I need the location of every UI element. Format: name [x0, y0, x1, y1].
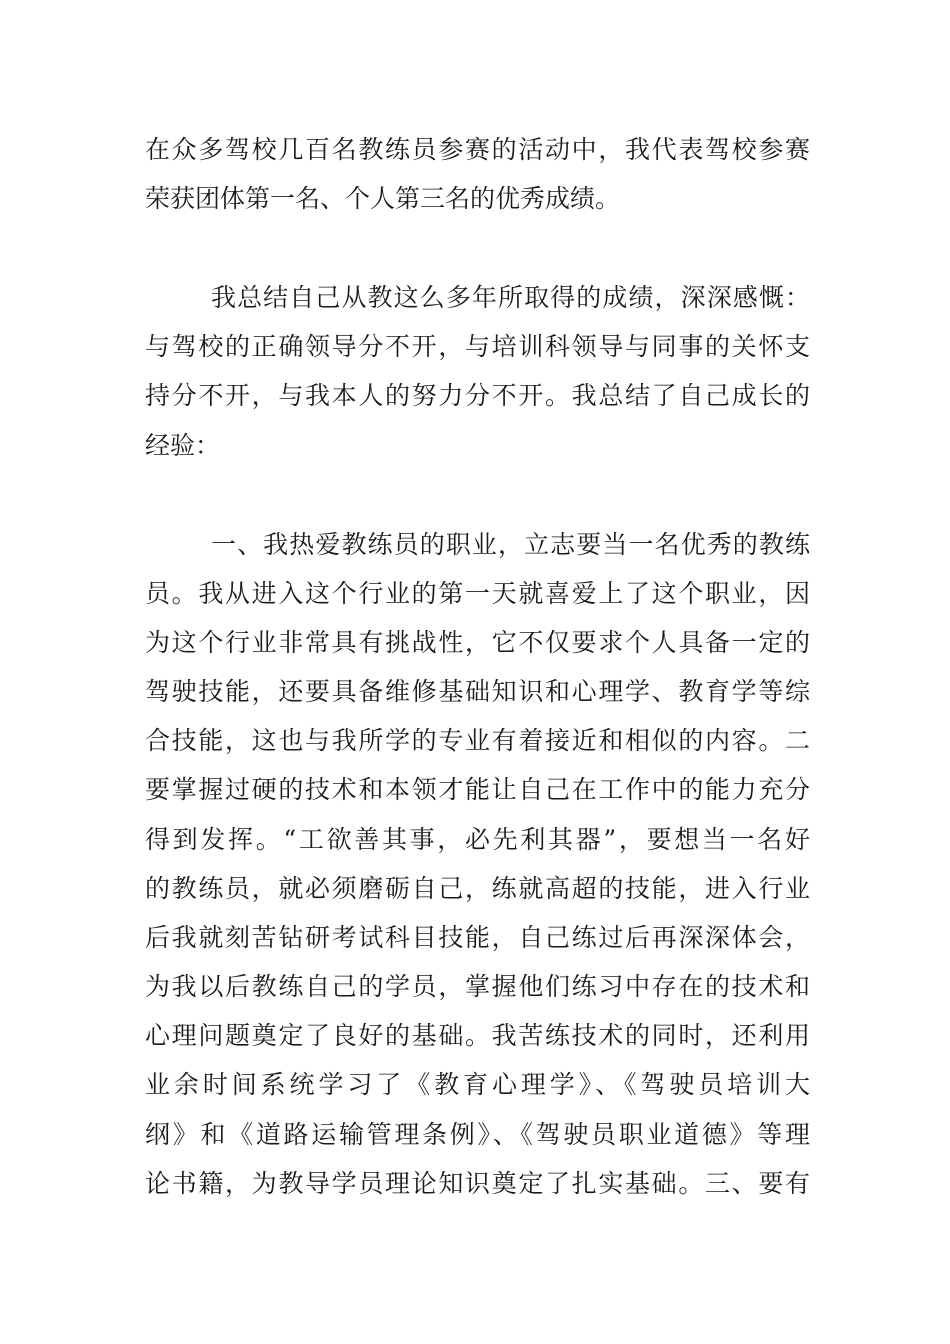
- text-line: 持分不开，与我本人的努力分不开。我总结了自己成长的: [145, 381, 810, 410]
- text-line: 要掌握过硬的技术和本领才能让自己在工作中的能力充分: [145, 775, 810, 804]
- text-line: 经验：: [145, 431, 221, 460]
- text-line: 业余时间系统学习了《教育心理学》、《驾驶员培训大: [145, 1070, 810, 1099]
- text-line: 与驾校的正确领导分不开，与培训科领导与同事的关怀支: [145, 332, 810, 361]
- text-line: 后我就刻苦钻研考试科目技能，自己练过后再深深体会，: [145, 923, 810, 952]
- text-line: 的教练员，就必须磨砺自己，练就高超的技能，进入行业: [145, 874, 810, 903]
- text-line: 为这个行业非常具有挑战性，它不仅要求个人具备一定的: [145, 628, 810, 657]
- text-line: 一、我热爱教练员的职业，立志要当一名优秀的教练: [211, 530, 810, 559]
- text-line: 为我以后教练自己的学员，掌握他们练习中存在的技术和: [145, 972, 810, 1001]
- text-line: 我总结自己从教这么多年所取得的成绩，深深感慨：: [211, 283, 810, 312]
- text-line: 在众多驾校几百名教练员参赛的活动中，我代表驾校参赛: [145, 135, 810, 164]
- text-line: 得到发挥。“工欲善其事，必先利其器”，要想当一名好: [145, 825, 810, 854]
- text-line: 论书籍，为教导学员理论知识奠定了扎实基础。三、要有: [145, 1169, 810, 1198]
- text-line: 纲》和《道路运输管理条例》、《驾驶员职业道德》等理: [145, 1120, 810, 1149]
- text-line: 心理问题奠定了良好的基础。我苦练技术的同时，还利用: [145, 1021, 810, 1050]
- text-line: 合技能，这也与我所学的专业有着接近和相似的内容。二: [145, 726, 810, 755]
- text-line: 员。我从进入这个行业的第一天就喜爱上了这个职业，因: [145, 579, 810, 608]
- text-line: 驾驶技能，还要具备维修基础知识和心理学、教育学等综: [145, 677, 810, 706]
- text-line: 荣获团体第一名、个人第三名的优秀成绩。: [145, 184, 621, 213]
